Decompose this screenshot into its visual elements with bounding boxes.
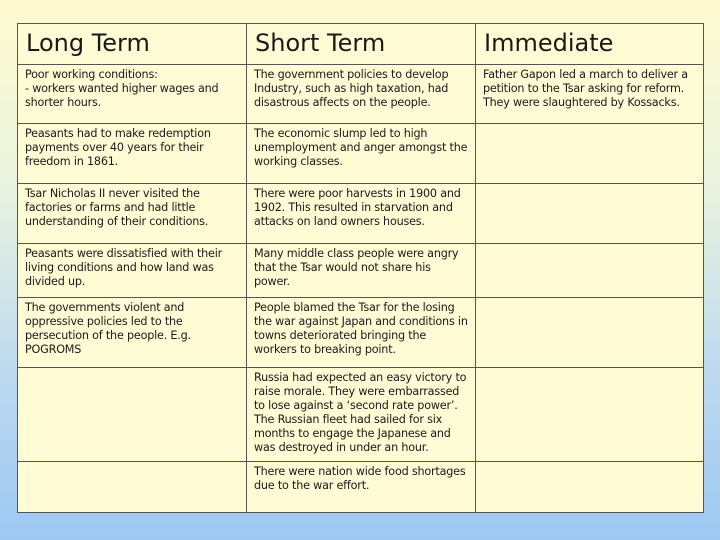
- long-term-cell: Peasants had to make redemption payments over 40 years for their freedom in 1861.: [18, 124, 247, 184]
- table-row: [18, 244, 704, 298]
- table-row: [18, 124, 704, 184]
- header-long-term: Long Term: [18, 24, 247, 65]
- table-row: [18, 368, 704, 462]
- empty-cell: [18, 462, 247, 513]
- empty-cell: [18, 368, 247, 462]
- short-term-cell: Many middle class people were angry that the Tsar would not share his power.: [247, 244, 476, 298]
- long-term-detail: - workers wanted higher wages and shorter hours.: [25, 82, 219, 109]
- short-term-cell: The government policies to develop Industry, such as high taxation, had disastrous affects on the people.: [247, 65, 476, 124]
- long-term-cell: Peasants were dissatisfied with their living conditions and how land was divided up.: [18, 244, 247, 298]
- table-row: [18, 184, 704, 244]
- header-immediate: Immediate: [476, 24, 704, 65]
- short-term-cell: There were poor harvests in 1900 and 1902. This resulted in starvation and attacks on land owners houses.: [247, 184, 476, 244]
- empty-cell: [476, 244, 704, 298]
- immediate-cell: Father Gapon led a march to deliver a petition to the Tsar asking for reform. They were slaughtered by Kossacks.: [476, 65, 704, 124]
- header-short-term: Short Term: [247, 24, 476, 65]
- short-term-cell: The economic slump led to high unemployment and anger amongst the working classes.: [247, 124, 476, 184]
- empty-cell: [476, 124, 704, 184]
- food-note-cell: There were nation wide food shortages due to the war effort.: [247, 462, 476, 513]
- long-term-cell: Tsar Nicholas II never visited the factories or farms and had little understanding of their conditions.: [18, 184, 247, 244]
- long-term-cell: [18, 65, 247, 124]
- short-term-cell: People blamed the Tsar for the losing the war against Japan and conditions in towns deteriorated bringing the workers to breaking point.: [247, 298, 476, 368]
- empty-cell: [476, 462, 704, 513]
- long-term-heading: Poor working conditions:: [25, 68, 158, 81]
- causes-table: [17, 23, 704, 513]
- empty-cell: [476, 298, 704, 368]
- table-row: [18, 298, 704, 368]
- long-term-cell: The governments violent and oppressive policies led to the persecution of the people. E.g. POGROMS: [18, 298, 247, 368]
- table-row: [18, 65, 704, 124]
- war-note-cell: [247, 368, 476, 462]
- table-row: [18, 462, 704, 513]
- war-note-expectation: Russia had expected an easy victory to raise morale. They were embarrassed to lose against a ‘second rate power’.: [254, 371, 467, 412]
- war-note-fleet: The Russian fleet had sailed for six months to engage the Japanese and was destroyed in under an hour.: [254, 413, 451, 454]
- header-row: [18, 24, 704, 65]
- empty-cell: [476, 184, 704, 244]
- empty-cell: [476, 368, 704, 462]
